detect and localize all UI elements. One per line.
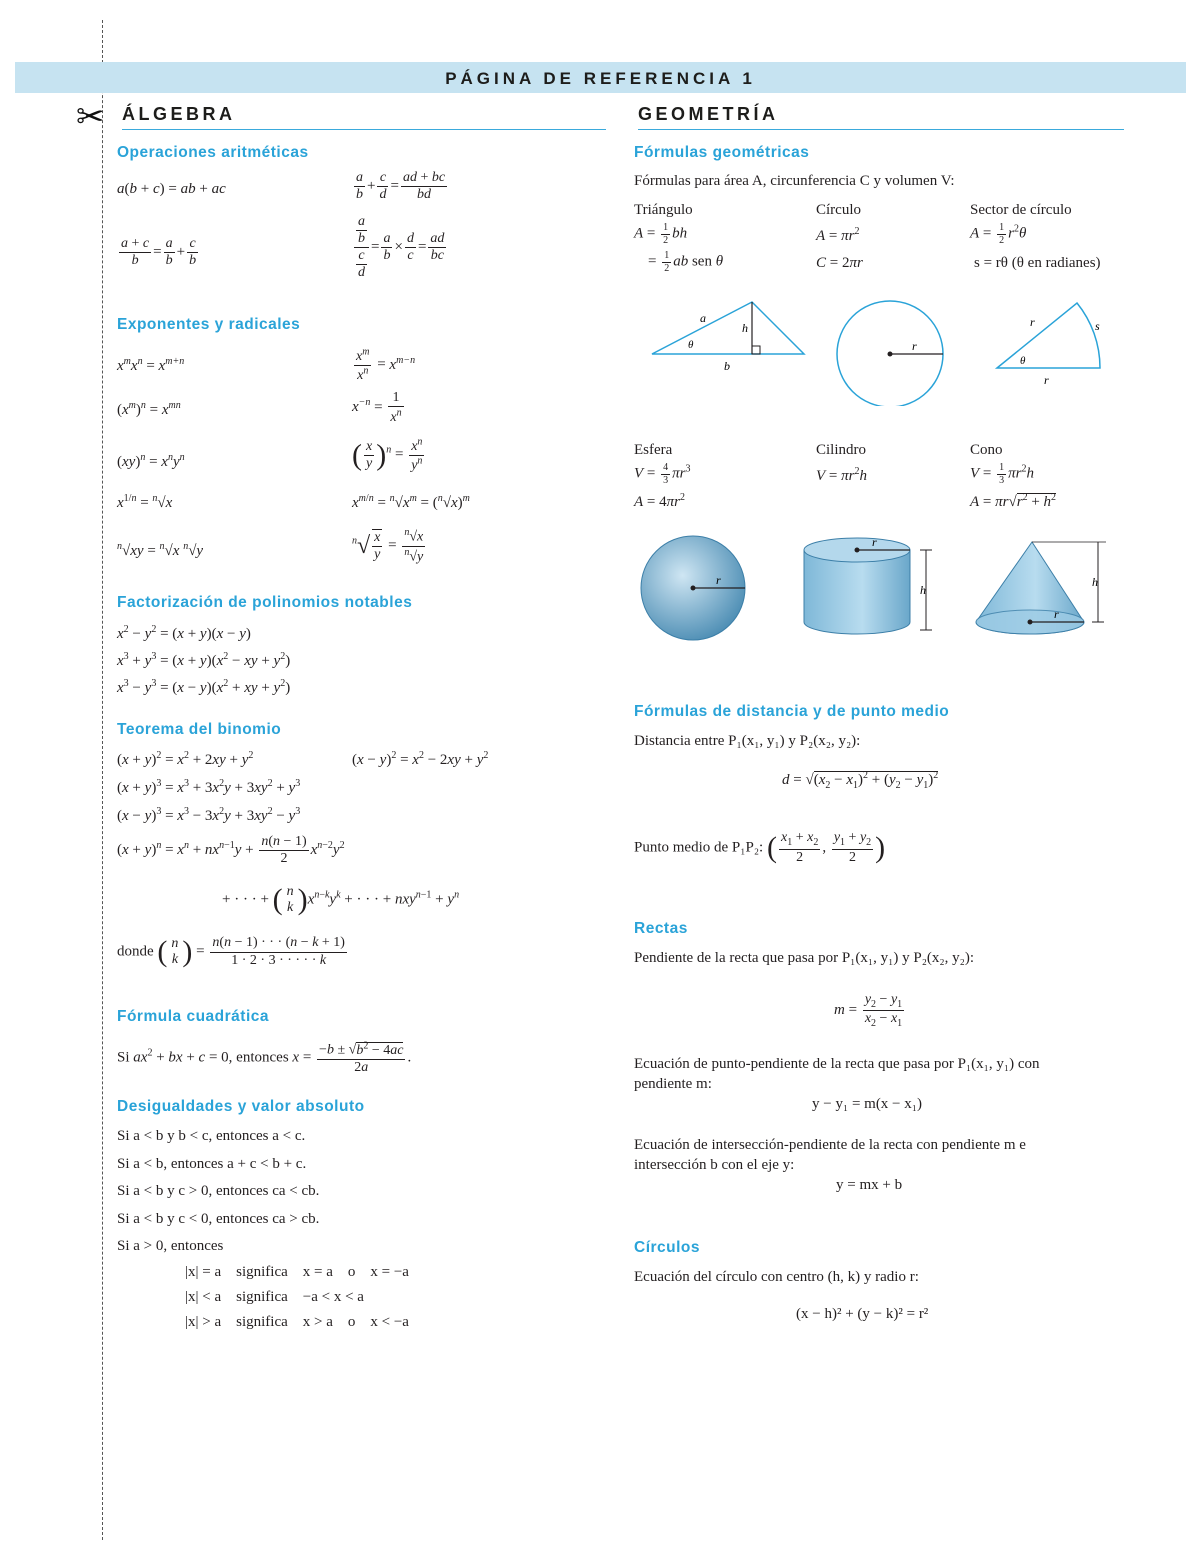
formula-triangle-area: A = $\frac{1}{2}$ bh [634, 222, 688, 246]
formula-slope-intercept: y = mx + b [836, 1177, 903, 1193]
abs-line-2: |x| < a significa −a < x < a [185, 1289, 364, 1305]
formula-sector-area: A = $\frac{1}{2}$ $r^2\theta$ [970, 222, 1027, 246]
svg-text:a: a [700, 311, 706, 325]
formula-exp-quotient: $\frac{x^m}{x^n}$ = $x^{m-n}$ [356, 346, 416, 384]
formula-binomial-expansion-cont: + · · · + ( n k )$x^{n-k}y^k$ + · · · + $nxy^{n-1} + y^n$ [222, 883, 460, 916]
formula-cone-volume: V = $\frac{1}{3}$ $\pi r^2h$ [970, 462, 1034, 486]
svg-text:b: b [724, 359, 730, 373]
label-triangle: Triángulo [634, 202, 693, 218]
point-slope-text-1: Ecuación de punto-pendiente de la recta que pasa por P₁(x₁, y₁) con [634, 1056, 1040, 1072]
circle-intro: Ecuación del círculo con centro (h, k) y radio r: [634, 1269, 919, 1285]
formula-binomial-expansion: $(x + y)^n = x^n + nx^{n-1}y$ + $\frac{n(n - 1)}{2}$ $x^{n-2}y^2$ [117, 834, 345, 867]
banner-title: PÁGINA DE REFERENCIA 1 [445, 69, 756, 88]
formula-frac-div: $\frac{\frac{a}{b}}{\frac{c}{d}}$ = $\frac{a}{b}$ × $\frac{d}{c}$ = $\frac{ad}{bc}$ [352, 214, 448, 281]
svg-text:r: r [1054, 607, 1059, 621]
abs-line-3: |x| > a significa x > a o x < −a [185, 1314, 409, 1330]
formula-frac-sum: $\frac{a}{b}$ + $\frac{c}{d}$ = $\frac{ad + bc}{bd}$ [356, 170, 446, 203]
section-quadratic: Fórmula cuadrática [117, 1008, 269, 1025]
formula-point-slope: y − y₁ = m(x − x₁) [812, 1096, 922, 1112]
formula-distributive: a(b + c) = ab + ac [117, 181, 226, 197]
shapes-row1-figures [640, 296, 1140, 406]
section-exponents: Exponentes y radicales [117, 316, 301, 333]
intercept-text-2: intersección b con el eje y: [634, 1157, 795, 1173]
section-geometric: Fórmulas geométricas [634, 144, 810, 161]
svg-text:θ: θ [1020, 355, 1026, 367]
svg-text:r: r [1030, 315, 1035, 329]
svg-text:r: r [716, 573, 721, 587]
formula-sphere-area: $A = 4\pi r^2$ [634, 492, 685, 510]
svg-text:r: r [872, 535, 877, 549]
ineq-line-3: Si a < b y c > 0, entonces ca < cb. [117, 1183, 320, 1199]
formula-binomial-coefficient: donde ( n k ) = $\frac{n(n - 1) \cdot \cdot \cdot (n - k + 1)}{1 \cdot 2 \cdot 3 \cdot \cdot \cdot \cdot \cdot k}$ [117, 935, 345, 968]
formula-root: $x^{1/n} = ^n√x$ [117, 493, 173, 511]
intercept-text-1: Ecuación de intersección-pendiente de la recta con pendiente m e [634, 1137, 1026, 1153]
cone-figure [976, 542, 1106, 634]
formula-circle-circumference: C = 2πr [816, 255, 863, 271]
triangle-figure [652, 302, 804, 373]
formula-midpoint: Punto medio de P₁P₂: ( $\frac{x_1 + x_2}{2}$ , $\frac{y_1 + y_2}{2}$ ) [634, 830, 886, 865]
formula-slope: m = $\frac{y_2 - y_1}{x_2 - x_1}$ [834, 992, 903, 1030]
section-lines: Rectas [634, 920, 688, 937]
svg-text:r: r [1044, 373, 1049, 387]
formula-quadratic: Si $ax^2$ + bx + c = 0, entonces x = $\frac{-b \pm √b^2 - 4ac}{2a}$ . [117, 1040, 412, 1075]
circle-figure [837, 301, 943, 406]
shapes-row2-figures [636, 530, 1140, 650]
formula-exp-power: $(x^m)^n = x^{mn}$ [117, 400, 181, 418]
slope-intro: Pendiente de la recta que pasa por P₁(x₁, y₁) y P₂(x₂, y₂): [634, 950, 975, 966]
page-banner [15, 62, 1186, 93]
geo-intro: Fórmulas para área A, circunferencia C y volumen V: [634, 173, 955, 189]
svg-text:s: s [1095, 319, 1100, 333]
cylinder-figure [804, 535, 932, 634]
point-slope-text-2: pendiente m: [634, 1076, 712, 1092]
svg-text:h: h [920, 583, 926, 597]
section-arithmetic: Operaciones aritméticas [117, 144, 309, 161]
ineq-line-1: Si a < b y b < c, entonces a < c. [117, 1128, 306, 1144]
abs-line-1: |x| = a significa x = a o x = −a [185, 1264, 409, 1280]
formula-sphere-volume: V = $\frac{4}{3}$ $\pi r^3$ [634, 462, 691, 486]
formula-cone-area: $A = \pi r√r^2 + h^2$ [970, 492, 1057, 510]
formula-triangle-area-sin: = $\frac{1}{2}$ ab sen θ [648, 250, 724, 274]
formula-root-power: $x^{m/n} = ^n√x^m = (^n√x)^m$ [352, 493, 470, 511]
label-sphere: Esfera [634, 442, 673, 458]
svg-text:θ: θ [688, 339, 694, 351]
ineq-line-2: Si a < b, entonces a + c < b + c. [117, 1156, 307, 1172]
svg-text:h: h [1092, 575, 1098, 589]
formula-exp-product: $x^mx^n = x^{m+n}$ [117, 356, 185, 374]
section-distance: Fórmulas de distancia y de punto medio [634, 703, 950, 720]
formula-distance: $d = √(x_2 - x_1)^2 + (y_2 - y_1)^2$ [782, 770, 939, 791]
formula-exp-negative: $x^{-n}$ = $\frac{1}{x^n}$ [352, 390, 402, 425]
section-inequalities: Desigualdades y valor absoluto [117, 1098, 365, 1115]
sector-figure [997, 303, 1100, 387]
label-circle: Círculo [816, 202, 861, 218]
cut-line [102, 20, 103, 1540]
formula-root-quotient: $^n$√ $\frac{x}{y}$ = $\frac{^n√x}{^n√y}$ [352, 527, 424, 565]
formula-diff-cubes: $x^3 - y^3 = (x - y)(x^2$ + xy + $y^2$) [117, 678, 291, 696]
midpoint-label: Punto medio de P₁P₂: [634, 839, 764, 856]
formula-frac-split: $\frac{a + c}{b}$ = $\frac{a}{b}$ + $\frac{c}{b}$ [121, 236, 197, 269]
formula-square-sum: $(x + y)^2 = x^2 + 2xy + y^2$ [117, 750, 254, 768]
formula-cube-sum: $(x + y)^3 = x^3 + 3x^2y + 3xy^2 + y^3$ [117, 778, 301, 796]
distance-intro: Distancia entre P₁(x₁, y₁) y P₂(x₂, y₂): [634, 733, 861, 749]
formula-circle-area: $A = \pi r^2$ [816, 226, 860, 244]
formula-cylinder-volume: $V = \pi r^2h$ [816, 466, 867, 484]
formula-diff-squares: $x^2 - y^2 = (x + y)(x - y)$ [117, 624, 251, 642]
section-binomial: Teorema del binomio [117, 721, 282, 738]
formula-cube-diff: $(x - y)^3 = x^3 - 3x^2y + 3xy^2 - y^3$ [117, 806, 301, 824]
formula-exp-product-power: $(xy)^n = x^ny^n$ [117, 452, 185, 470]
svg-text:h: h [742, 321, 748, 335]
label-cylinder: Cilindro [816, 442, 867, 458]
formula-square-diff: $(x - y)^2 = x^2 - 2xy + y^2$ [352, 750, 489, 768]
formula-root-product: $^n$√xy = $^n$√x $^n$√y [117, 541, 204, 559]
formula-sum-cubes: $x^3 + y^3 = (x + y)(x^2$ − xy + $y^2$) [117, 651, 291, 669]
section-factoring: Factorización de polinomios notables [117, 594, 413, 611]
scissors-icon: ✂ [76, 97, 105, 137]
label-sector: Sector de círculo [970, 202, 1072, 218]
formula-exp-quotient-power: ( $\frac{x}{y}$ )$^n$ = $\frac{x^n}{y^n}$ [352, 436, 423, 474]
label-cone: Cono [970, 442, 1003, 458]
algebra-heading: ÁLGEBRA [122, 104, 606, 130]
ineq-line-4: Si a < b y c < 0, entonces ca > cb. [117, 1211, 320, 1227]
geometry-heading: GEOMETRÍA [638, 104, 1124, 130]
formula-circle: (x − h)² + (y − k)² = r² [796, 1306, 929, 1322]
formula-sector-arc: s = rθ (θ en radianes) [974, 255, 1101, 271]
ineq-line-5: Si a > 0, entonces [117, 1238, 224, 1254]
section-circles: Círculos [634, 1239, 701, 1256]
svg-text:r: r [912, 339, 917, 353]
sphere-figure [641, 536, 745, 640]
